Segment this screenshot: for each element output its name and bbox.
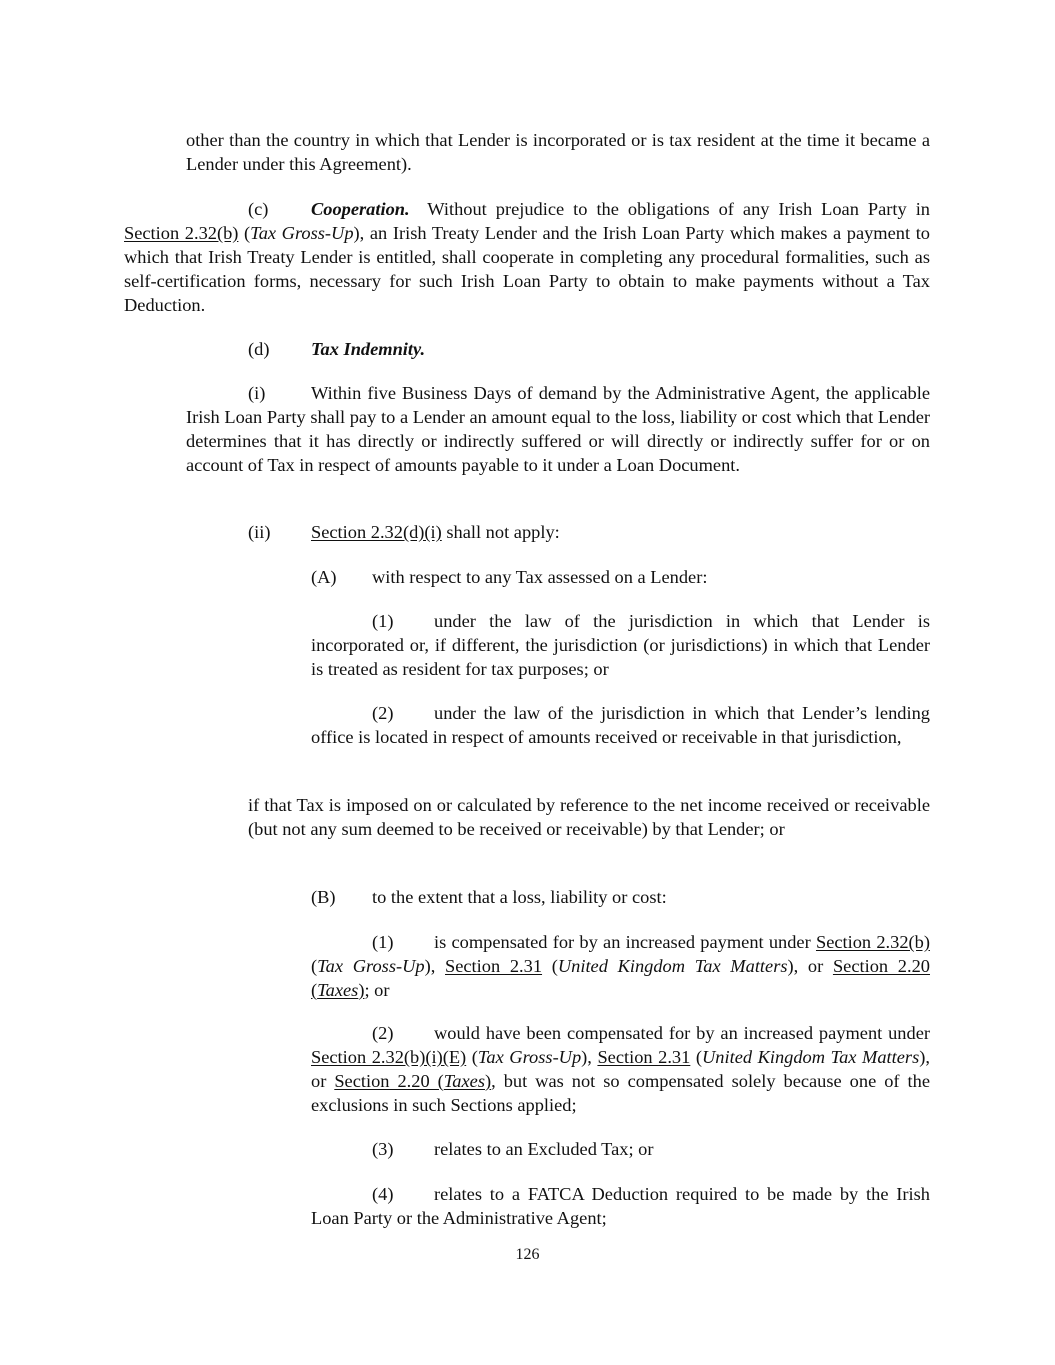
clause-b-line: (B) to the extent that a loss, liability or cost: — [311, 887, 667, 907]
section-c-paragraph: (c) Cooperation. Without prejudice to the obligations of any Irish Loan Party in Section 2.32(b) (Tax Gross-Up), an Irish Treaty Lender and the Irish Loan Party which makes a payment to which that Irish Treaty Lender is entitled, shall cooperate in completing any procedural formalities, such as self-certification forms, necessary for such Irish Loan Party to obtain to make payments without a Tax Deduction. — [124, 199, 930, 315]
clause-b-2-label: (2) — [372, 1023, 394, 1043]
section-d-i-label: (i) — [248, 383, 266, 403]
page-number: 126 — [515, 1246, 540, 1263]
section-ref-link[interactable]: Section 2.32(b) — [124, 223, 239, 243]
clause-b-1-label: (1) — [372, 932, 394, 952]
clause-b-label: (B) — [311, 887, 336, 907]
section-d-heading: Tax Indemnity. — [311, 339, 426, 359]
section-d-label: (d) — [248, 339, 270, 359]
clause-a-2-paragraph: (2) under the law of the jurisdiction in which that Lender’s lending office is located in respect of amounts received or receivable in that jurisdiction, — [311, 703, 930, 747]
section-ref-link[interactable]: Section 2.31 — [597, 1047, 691, 1067]
if-tax-paragraph: if that Tax is imposed on or calculated by reference to the net income received or receivable (but not any sum deemed to be received or receivable) by that Lender; or — [248, 795, 930, 839]
section-d-i-paragraph: (i) Within five Business Days of demand by the Administrative Agent, the applicable Irish Loan Party shall pay to a Lender an amount equal to the loss, liability or cost which that Lender determines that it has directly or indirectly suffered or will directly or indirectly suffer for or on account of Tax in respect of amounts payable to it under a Loan Document. — [186, 383, 930, 475]
section-ref-link[interactable]: Section 2.32(b) — [815, 932, 930, 952]
section-ref-link[interactable]: Section 2.31 — [445, 956, 543, 976]
clause-b-4-paragraph: (4) relates to a FATCA Deduction required to be made by the Irish Loan Party or the Administrative Agent; — [311, 1184, 930, 1228]
clause-b-3-label: (3) — [372, 1139, 394, 1159]
section-d-ii-label: (ii) — [248, 522, 271, 542]
clause-a-1-paragraph: (1) under the law of the jurisdiction in which that Lender is incorporated or, if different, the jurisdiction (or jurisdictions) in which that Lender is treated as resident for tax purposes; or — [311, 611, 930, 679]
section-c-heading: Cooperation. — [311, 199, 410, 219]
clause-b-1-paragraph: (1) is compensated for by an increased payment under Section 2.32(b) (Tax Gross-Up), Section 2.31 (United Kingdom Tax Matters), or Section 2.20 (Taxes); or — [311, 932, 930, 1000]
clause-b-4-label: (4) — [372, 1184, 394, 1204]
clause-a-1-label: (1) — [372, 611, 394, 631]
continuation-paragraph: other than the country in which that Lender is incorporated or is tax resident at the time it became a Lender under this Agreement). — [186, 130, 930, 174]
section-d-ii-line: (ii) Section 2.32(d)(i) shall not apply: — [248, 522, 560, 542]
clause-b-2-paragraph: (2) would have been compensated for by an increased payment under Section 2.32(b)(i)(E) (Tax Gross-Up), Section 2.31 (United Kingdom Tax Matters), or Section 2.20 (Taxes), but was not so compensated solely because one of the exclusions in such Sections applied; — [311, 1023, 931, 1115]
clause-a-2-label: (2) — [372, 703, 394, 723]
clause-a-label: (A) — [311, 567, 337, 587]
section-ref-link[interactable]: Section 2.32(d)(i) — [311, 522, 442, 542]
section-ref-link[interactable]: Section 2.20 (Taxes) — [311, 956, 930, 1000]
section-d-heading-line — [248, 337, 930, 361]
clause-b-3-line: (3) relates to an Excluded Tax; or — [372, 1139, 654, 1159]
section-c-label: (c) — [248, 199, 269, 219]
section-ref-link[interactable]: Section 2.20 (Taxes) — [334, 1071, 492, 1091]
section-ref-link[interactable]: Section 2.32(b)(i)(E) — [311, 1047, 467, 1067]
clause-a-line: (A) with respect to any Tax assessed on a Lender: — [311, 567, 708, 587]
